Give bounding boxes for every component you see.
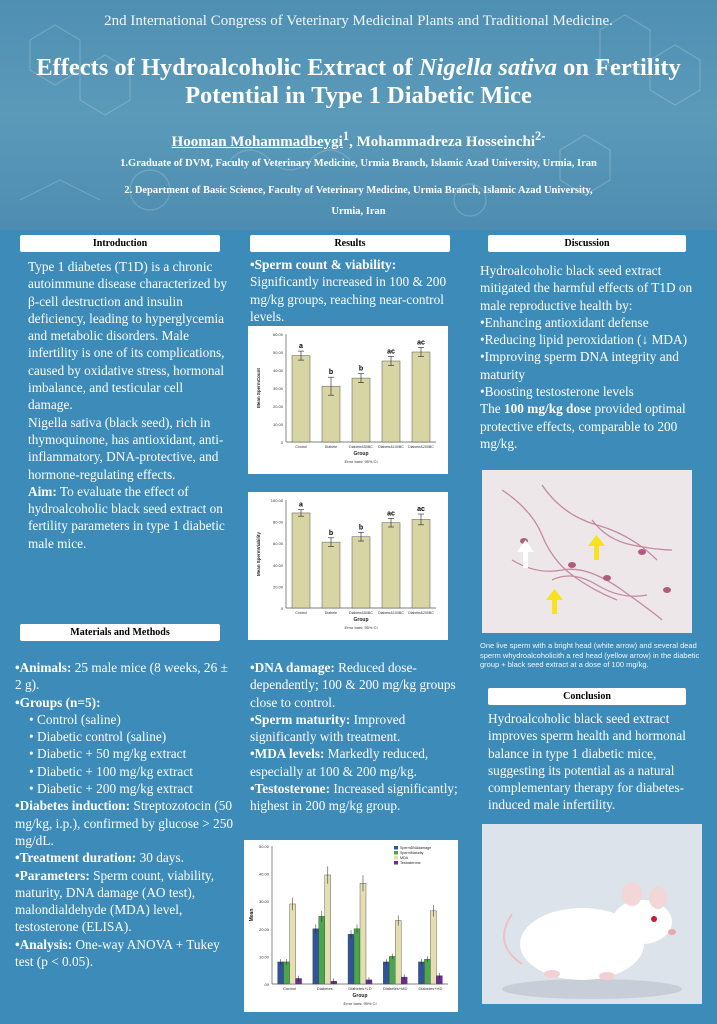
methods-text [15,659,235,970]
significance-letter: b [328,369,334,377]
testo-label: •Testosterone: [250,781,330,797]
legend-swatch [394,861,398,865]
bar [352,378,370,442]
y-tick-label: .00 [263,982,269,987]
discussion-closing [480,400,708,452]
bar [325,875,331,984]
legend-label: MDA [400,856,408,860]
dna-label: •DNA damage: [250,660,335,675]
bar [352,537,370,608]
group-item: • Control (saline) [29,711,121,727]
bar [389,956,395,984]
x-tick-label: Diabete&100BC [378,611,404,615]
x-axis-title: Group [352,993,368,999]
conclusion-heading: Conclusion [488,688,686,705]
error-bar-note: Error bars: 95% CI [343,1001,377,1006]
bar [354,929,360,984]
y-tick-label: 10.00 [258,954,269,960]
bar [382,523,400,608]
author-line [0,129,717,151]
x-tick-label: Diabete&200BC [408,445,434,449]
y-axis-title: Mean SpermCount [256,368,261,408]
y-tick-label: 0 [280,606,283,611]
introduction-p1: Type 1 diabetes (T1D) is a chronic autoimmune disease characterized by β-cell destruction and insulin deficiency, leading to hyperglycemia and metabolic disorders. Male infertility is one of its complications, caused by oxidative stress, hormonal imbalance, and testicular cell damage. [28,259,227,413]
count-label: •Sperm count & viability: [250,257,397,272]
results-count [250,256,465,325]
y-axis-title: Mean [249,908,255,922]
results-heading: Results [250,235,450,252]
bar [290,904,296,984]
x-tick-label: Control [295,445,307,449]
mda-label: •MDA levels: [250,746,325,762]
author-1: Hooman Mohammadbeygi [171,134,343,150]
x-tick-label: Diabete [324,611,338,615]
groups-label: •Groups (n=5): [15,694,101,710]
analysis-label: •Analysis: [15,936,73,952]
y-tick-label: 30.00 [258,899,269,905]
y-tick-label: 80.00 [272,519,283,525]
y-tick-label: 0 [280,440,283,445]
sperm-count-chart [248,326,448,474]
y-tick-label: 20.00 [258,926,269,932]
animals-text: 25 male mice (8 weeks, 26 ± 2 g). [15,660,228,693]
closing-bold: 100 mg/kg dose [504,401,592,417]
significance-letter: a [299,343,303,351]
results-dna [250,659,465,711]
y-tick-label: 30.00 [272,386,283,391]
affiliation-1: 1.Graduate of DVM, Faculty of Veterinary Medicine, Urmia Branch, Islamic Azad University, Urmia, Iran [120,158,597,169]
significance-letter: ac [387,510,395,518]
affiliation-2a: 2. Department of Basic Science, Faculty of Veterinary Medicine, Urmia Branch, Islamic Azad University, [124,185,593,196]
sperm-micrograph [482,470,692,633]
significance-letter: b [358,365,364,373]
combined-parameters-chart [244,840,458,1012]
y-tick-label: 100.00 [270,498,283,503]
significance-letter: ac [417,506,425,514]
bar [412,352,430,442]
author-2-affil: 2- [535,129,546,143]
legend-swatch [394,846,398,850]
significance-letter: ac [417,339,425,347]
discussion-bullet: •Boosting testosterone levels [480,384,634,400]
y-tick-label: 10.00 [272,422,283,427]
methods-parameters [15,867,235,936]
y-tick-label: 50.00 [272,350,283,355]
y-tick-label: 60.00 [272,332,283,337]
y-tick-label: 20.00 [272,584,283,590]
dna-text: Reduced dose-dependently; 100 & 200 mg/kg groups close to control. [250,660,456,710]
methods-heading: Materials and Methods [20,624,220,641]
x-tick-label: Diabetes+LD [348,986,372,991]
closing-post: provided optimal protective effects, comparable to 200 mg/kg. [480,401,686,451]
sperm-viability-chart-svg [248,492,448,640]
animals-label: •Animals: [15,660,72,675]
significance-letter: b [358,524,364,532]
title-part1: Effects of Hydroalcoholic Extract of [36,54,419,81]
sperm-viability-chart [248,492,448,640]
combined-parameters-chart-svg [244,840,458,1012]
author-separator: , [349,134,357,150]
x-axis-title: Group [353,617,369,623]
bar [278,962,284,984]
x-tick-label: Diabetes [316,986,333,991]
x-tick-label: Diabetes+HD [418,986,443,991]
methods-animals [15,659,235,694]
x-tick-label: Diabetes+MD [383,986,408,991]
mda-text: Markedly reduced, especially at 100 & 200 mg/kg. [250,746,429,779]
bar [412,519,430,608]
conclusion-text: Hydroalcoholic black seed extract improves sperm health and hormonal balance in type 1 diabetic mice, suggesting its potential as a natural complementary therapy for diabetes-induced male infertility. [488,711,686,813]
aim-label: Aim: [28,483,57,499]
author-1-affil: 1 [342,129,350,143]
count-text: Significantly increased in 100 & 200 mg/kg groups, reaching near-control levels. [250,274,447,324]
legend-swatch [394,856,398,860]
significance-letter: ac [387,348,395,356]
significance-letter: a [299,501,303,509]
x-tick-label: Diabete [324,445,338,449]
induction-text: Streptozotocin (50 mg/kg, i.p.), confirmed by glucose > 250 mg/dL. [15,798,233,848]
bar [395,921,401,984]
y-tick-label: 40.00 [258,871,269,877]
author-2: Mohammadreza Hosseinchi [356,134,536,150]
poster-title [10,54,707,110]
error-bar-note: Error bars: 95% CI [344,459,378,464]
params-label: •Parameters: [15,867,90,883]
x-tick-label: Diabete&200BC [408,611,434,615]
bar [322,542,340,608]
testo-text: Increased significantly; highest in 200 mg/kg group. [250,781,458,814]
x-axis-title: Group [353,451,369,457]
introduction-p2: Nigella sativa (black seed), rich in thymoquinone, has antioxidant, anti-inflammatory, DNA-protective, and hormone-regulating effects. [28,414,224,482]
title-italic: Nigella sativa [418,54,557,81]
induction-label: •Diabetes induction: [15,798,131,814]
methods-analysis [15,936,235,971]
white-mouse-photo [482,824,702,1004]
discussion-intro: Hydroalcoholic black seed extract mitigated the harmful effects of T1D on male reproductive health by: [480,263,693,313]
discussion-heading: Discussion [488,235,686,252]
bar [284,962,290,984]
x-tick-label: Diabete&50BC [349,611,373,615]
methods-groups [15,694,235,711]
bar [424,959,430,984]
methods-induction [15,797,235,849]
bar [382,361,400,442]
sperm-count-chart-svg [248,326,448,474]
bar [430,911,436,984]
bar [383,962,389,984]
discussion-bullet: •Reducing lipid peroxidation (↓ MDA) [480,332,688,348]
duration-label: •Treatment duration: [15,850,137,866]
legend-label: Testosterone [400,861,421,865]
bar [319,916,325,984]
params-text: Sperm count, viability, maturity, DNA damage (AO test), malondialdehyde (MDA) level, testosterone (ELISA). [15,867,215,935]
group-item: • Diabetic + 200 mg/kg extract [29,781,193,797]
significance-letter: b [328,529,334,537]
maturity-label: •Sperm maturity: [250,711,351,727]
bar [348,934,354,984]
group-item: • Diabetic + 50 mg/kg extract [29,746,187,762]
affiliation-2b: Urmia, Iran [331,206,386,217]
closing-pre: The [480,401,504,417]
y-tick-label: 50.00 [258,844,269,849]
y-tick-label: 40.00 [272,562,283,568]
introduction-text [28,258,228,552]
discussion-bullet: •Improving sperm DNA integrity and maturity [480,349,679,382]
results-maturity [250,711,465,746]
group-item: • Diabetic control (saline) [29,729,167,745]
introduction-heading: Introduction [20,235,220,252]
discussion-bullet: •Enhancing antioxidant defense [480,314,649,330]
bar [292,513,310,608]
legend-label: SpermDNAdamage [400,846,432,850]
x-tick-label: Diabete&50BC [349,445,373,449]
error-bar-note: Error bars: 95% CI [344,625,378,630]
y-tick-label: 40.00 [272,368,283,373]
x-tick-label: Control [295,611,307,615]
bar [360,883,366,984]
x-tick-label: Control [283,986,297,991]
introduction-aim [28,483,228,552]
bar [292,356,310,442]
legend-label: SpermMaturity [400,851,424,855]
bar [418,962,424,984]
y-tick-label: 60.00 [272,541,283,547]
title-part2: on Fertility Potential in Type 1 Diabetic Mice [185,54,681,109]
maturity-text: Improved significantly with treatment. [250,711,406,745]
methods-duration [15,849,235,866]
congress-name: 2nd International Congress of Veterinary Medicinal Plants and Traditional Medicine. [104,13,613,29]
micrograph-caption: One live sperm with a bright head (white arrow) and several dead sperm whydroalcoholicith a red head (yellow arrow) in the diabetic group + black seed extract at a dose of 100 mg/kg. [480,641,700,669]
group-item: • Diabetic + 100 mg/kg extract [29,763,193,779]
legend-swatch [394,851,398,855]
results-mda [250,745,465,780]
y-axis-title: Mean SpermViability [256,532,261,576]
x-tick-label: Diabete&100BC [378,445,404,449]
results-testosterone [250,780,465,815]
bar [313,929,319,984]
discussion-text [480,262,708,452]
results-more [250,659,465,815]
y-tick-label: 20.00 [272,404,283,409]
poster-header [0,0,717,230]
duration-text: 30 days. [136,850,184,866]
analysis-text: One-way ANOVA + Tukey test (p < 0.05). [15,936,220,970]
aim-text: To evaluate the effect of hydroalcoholic black seed extract on fertility parameters in type 1 diabetic male mice. [28,483,225,551]
